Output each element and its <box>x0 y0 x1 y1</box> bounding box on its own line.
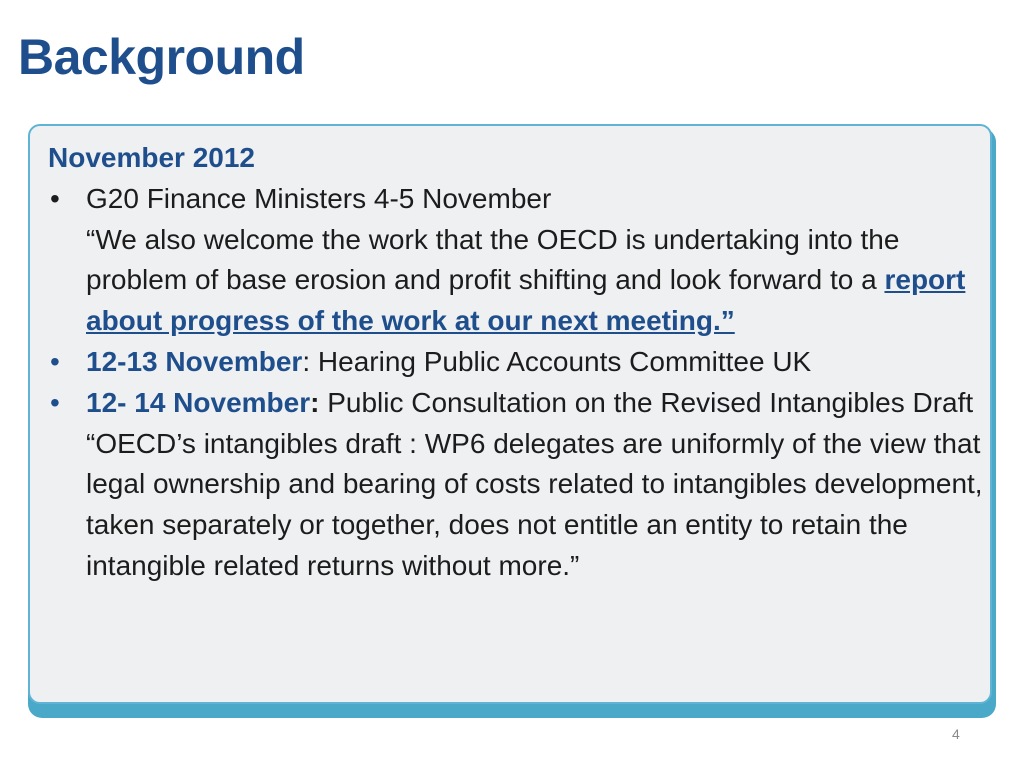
hearing-text: : Hearing Public Accounts Committee UK <box>302 345 812 377</box>
bullet-item-consultation <box>48 383 988 587</box>
consultation-colon: : <box>310 386 320 418</box>
consultation-quote: “OECD’s intangibles draft : WP6 delegates are uniformly of the view that legal ownership and bearing of costs related to intangibles development, taken separately or together, does not entitle an entity to retain the intangible related returns without more.” <box>86 427 983 581</box>
consultation-date: 12- 14 November <box>86 386 311 418</box>
g20-quote-text: “We also welcome the work that the OECD is undertaking into the problem of base erosion and profit shifting and look forward to a <box>86 223 900 296</box>
bullet-g20-quote <box>86 220 988 342</box>
content-text <box>48 138 988 587</box>
slide-title: Background <box>18 29 305 85</box>
bullet-icon: • <box>50 345 60 377</box>
bullet-item-g20 <box>48 179 988 342</box>
bullet-item-hearing <box>48 342 988 383</box>
bullet-icon: • <box>50 182 60 214</box>
consultation-lead <box>86 383 988 424</box>
section-heading: November 2012 <box>48 142 256 173</box>
bullet-g20-lead: G20 Finance Ministers 4-5 November <box>86 182 552 214</box>
hearing-date: 12-13 November <box>86 345 303 377</box>
bullet-icon: • <box>50 386 60 418</box>
report-link[interactable]: report about progress of the work at our next meeting.” <box>86 264 966 337</box>
page-number: 4 <box>952 726 960 742</box>
consultation-text: Public Consultation on the Revised Intangibles Draft <box>319 386 974 418</box>
